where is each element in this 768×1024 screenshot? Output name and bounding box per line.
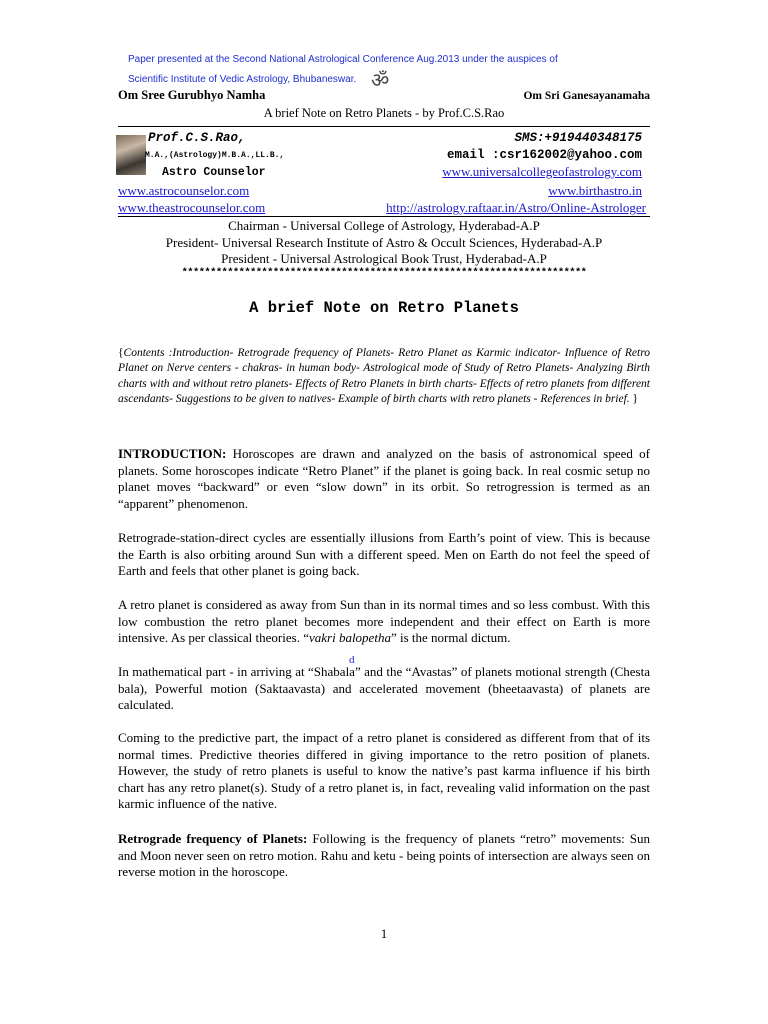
p3-text-a: A retro planet is considered as away from Sun than in its normal times and so less combust. With this low combustion the retro planet becomes more independent and their effect on Earth is more intensive. As per classical theories. “ <box>118 597 650 646</box>
contents-block <box>118 346 650 408</box>
document-title: A brief Note on Retro Planets <box>249 299 519 317</box>
author-degrees: M.A.,(Astrology)M.B.A.,LL.B., <box>145 151 285 160</box>
star-divider: *********************************************************************** <box>181 267 587 279</box>
position-chairman: Chairman - Universal College of Astrology, Hyderabad-A.P <box>228 218 540 233</box>
comment-marker: d <box>349 654 355 666</box>
author-photo <box>116 135 146 175</box>
position-research-institute: President- Universal Research Institute of Astro & Occult Sciences, Hyderabad-A.P <box>165 235 603 250</box>
p3-italic: vakri balopetha <box>308 630 391 646</box>
contents-text: Contents :Introduction- Retrograde frequency of Planets- Retro Planet as Karmic indicator- Influence of Retro Planet on Nerve centers - chakras- in human body- Astrological mode of Study of Retro Planets- Analyzing Birth charts with and without retro planets- Effects of Retro Planets in birth charts- Effects of retro planets from different ascendants- Suggestions to be given to natives- Example of birth charts with retro planets - References in brief. <box>118 347 650 406</box>
author-sms: SMS:+919440348175 <box>514 131 642 145</box>
paragraph-retrograde-frequency <box>118 831 650 881</box>
paragraph-retrograde-cycles: Retrograde-station-direct cycles are essentially illusions from Earth’s point of view. This is because the Earth is also orbiting around Sun with a different speed. Men on Earth do not feel the speed of Earth and feels that other planet is going back. <box>118 530 650 579</box>
author-email: email :csr162002@yahoo.com <box>446 148 642 162</box>
header-rule <box>118 126 650 127</box>
intro-paragraph <box>118 446 650 512</box>
author-name: Prof.C.S.Rao, <box>148 131 246 145</box>
birthastro-link[interactable]: www.birthastro.in <box>548 183 642 198</box>
author-role: Astro Counselor <box>162 166 266 179</box>
om-icon: ॐ <box>371 68 390 92</box>
astrocounselor-link[interactable]: www.astrocounselor.com <box>118 183 250 198</box>
links-rule <box>118 216 650 217</box>
conference-note-line1: Paper presented at the Second National Astrological Conference Aug.2013 under the auspices of <box>128 54 558 65</box>
position-book-trust: President - Universal Astrological Book Trust, Hyderabad-A.P <box>221 251 547 266</box>
theastrocounselor-link[interactable]: www.theastrocounselor.com <box>118 200 266 215</box>
right-invocation: Om Sri Ganesayanamaha <box>523 90 650 102</box>
paragraph-mathematical-part: In mathematical part - in arriving at “Shabala” and the “Avastas” of planets motional strength (Chesta bala), Powerful motion (Saktaavasta) and accelerated movement (bheetaavasta) of planets are calculated. <box>118 664 650 713</box>
p6-heading: Retrograde frequency of Planets: <box>118 831 308 846</box>
raftaar-link[interactable]: http://astrology.raftaar.in/Astro/Online-Astrologer <box>386 200 646 215</box>
p6-text: Following is the frequency of planets “retro” movements: Sun and Moon never seen on retro motion. Rahu and ketu - being points of intersection are always seen on reverse motion in the horoscope. <box>118 831 650 880</box>
page-number: 1 <box>380 926 388 941</box>
intro-heading: INTRODUCTION: <box>118 446 227 461</box>
paragraph-retro-combustion <box>118 597 650 647</box>
contents-close-brace: } <box>629 393 639 406</box>
header-subtitle: A brief Note on Retro Planets - by Prof.C.S.Rao <box>263 106 505 120</box>
contents-open-brace: { <box>118 347 124 359</box>
universal-college-link[interactable]: www.universalcollegeofastrology.com <box>442 164 642 179</box>
intro-text: Horoscopes are drawn and analyzed on the basis of astronomical speed of planets. Some horoscopes indicate “Retro Planet” if the planet is going back. In real cosmic setup no planet moves “backward” or even “slow down” in its orbit. So retrogression is termed as an “apparent” phenomenon. <box>118 446 650 511</box>
left-invocation: Om Sree Gurubhyo Namha <box>118 88 266 102</box>
paragraph-predictive-part: Coming to the predictive part, the impact of a retro planet is considered as different from that of its normal times. Predictive theories differed in giving importance to the retro position of planets. However, the study of retro planets is useful to know the native’s past karma influence if his birth chart has any retro planet(s). Study of a retro planet is, in fact, revealing valid information on the past karmic influence of the native. <box>118 730 650 812</box>
p3-text-b: ” is the normal dictum. <box>390 630 511 646</box>
conference-note-line2: Scientific Institute of Vedic Astrology, Bhubaneswar. <box>128 74 357 85</box>
